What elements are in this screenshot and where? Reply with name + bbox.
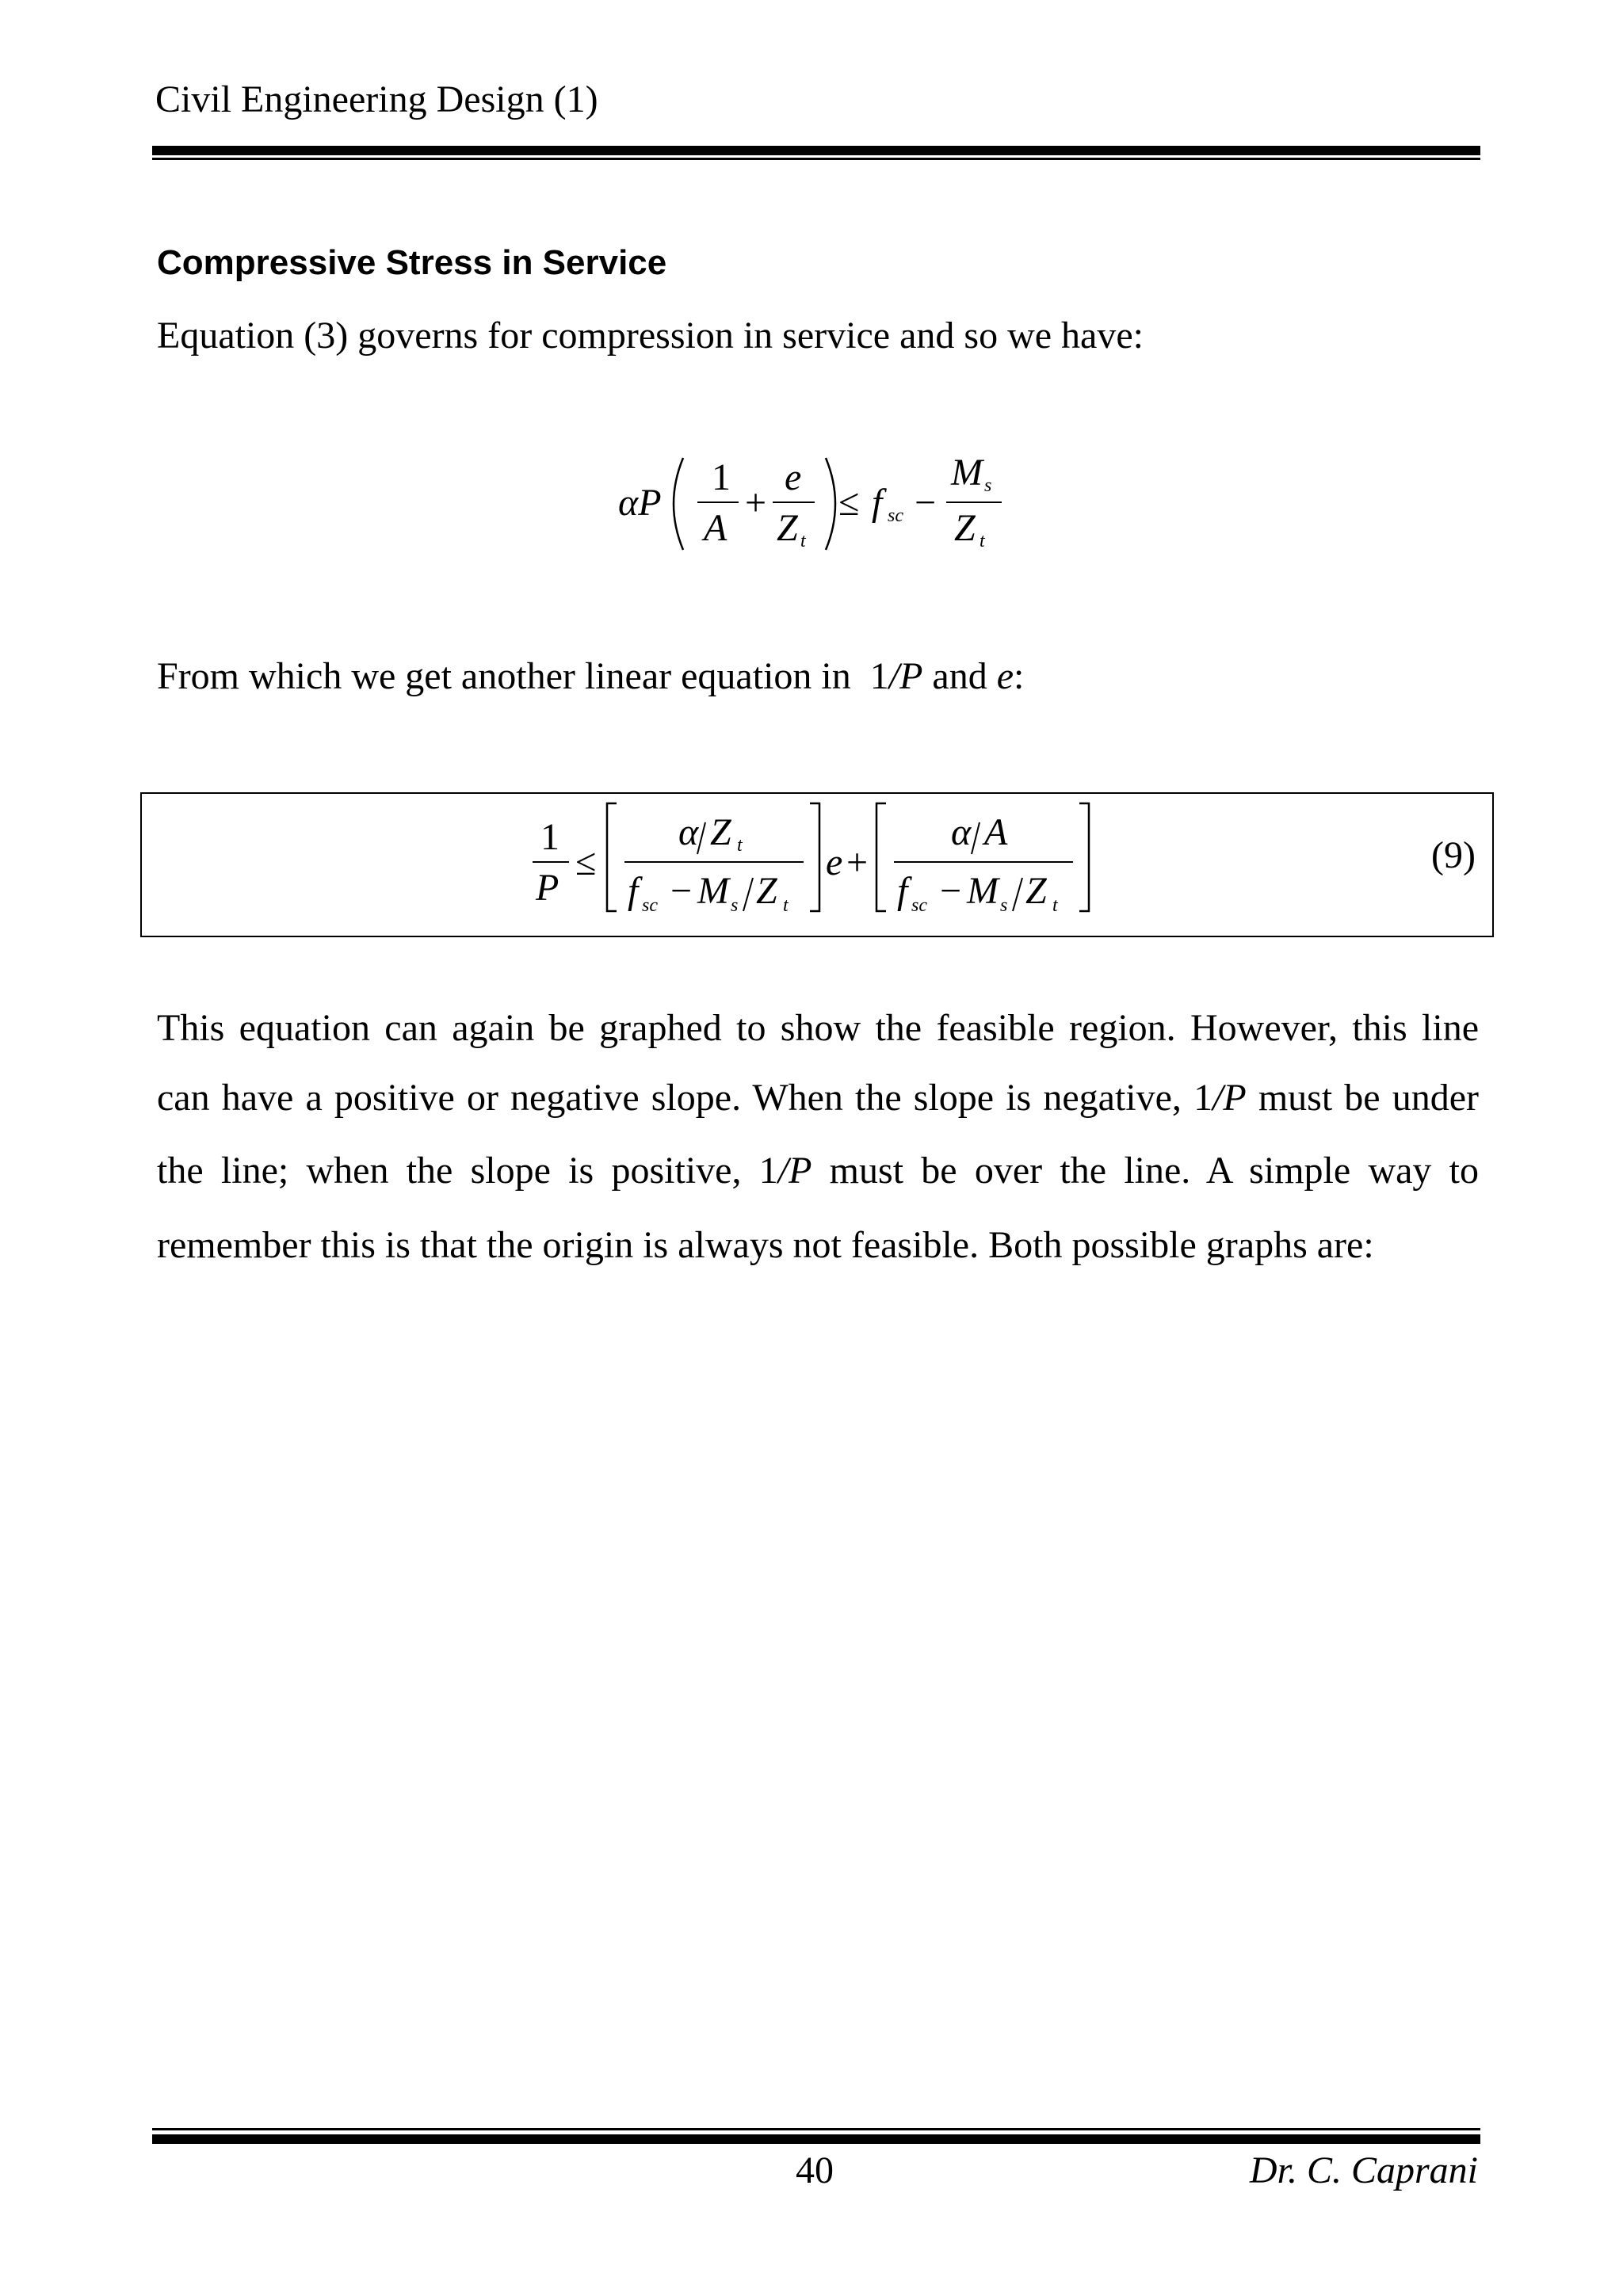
svg-text:f: f	[872, 482, 883, 524]
svg-text:−: −	[915, 482, 937, 524]
svg-text:αP: αP	[618, 482, 662, 524]
one-over-p: 1/P	[758, 1150, 812, 1192]
svg-text:P: P	[536, 867, 559, 909]
section-heading: Compressive Stress in Service	[157, 243, 667, 282]
page-number: 40	[796, 2149, 834, 2191]
svg-text:s: s	[731, 895, 739, 916]
svg-text:α: α	[678, 811, 699, 853]
svg-text:−: −	[670, 870, 693, 912]
header-rule-thin	[152, 158, 1480, 160]
svg-text:A: A	[704, 507, 727, 549]
paragraph-line-1: This equation can again be graphed to show the feasible region. However, this line	[157, 1007, 1479, 1049]
paragraph-line-4: remember this is that the origin is always not feasible. Both possible graphs are:	[157, 1224, 1374, 1266]
paragraph-line-3-tail: must be over the line. A simple way to	[829, 1150, 1480, 1192]
footer-author: Dr. C. Caprani	[1249, 2149, 1478, 2191]
svg-text:−: −	[940, 870, 962, 912]
svg-text:α: α	[951, 811, 972, 853]
svg-text:1: 1	[540, 816, 559, 858]
paragraph-line-3-text: the line; when the slope is positive,	[157, 1150, 742, 1192]
equation-9	[531, 800, 1117, 927]
svg-text:t: t	[980, 531, 985, 551]
one-over-p: 1/P	[1193, 1077, 1247, 1119]
svg-text:s: s	[1000, 895, 1008, 916]
svg-text:Z: Z	[954, 507, 976, 549]
svg-text:sc: sc	[642, 895, 658, 916]
from-which-colon: :	[1014, 655, 1025, 697]
one-over-p: 1/P	[860, 655, 923, 697]
svg-text:Z: Z	[777, 507, 798, 549]
svg-text:sc: sc	[888, 505, 903, 526]
svg-text:e: e	[785, 456, 802, 498]
service-inequality	[618, 441, 1030, 567]
svg-text:s: s	[984, 475, 992, 496]
header-rule	[152, 146, 1480, 155]
svg-text:+: +	[846, 841, 869, 883]
svg-text:Z: Z	[710, 811, 731, 853]
svg-text:f: f	[897, 870, 908, 912]
svg-text:Z: Z	[756, 870, 777, 912]
svg-text:t: t	[737, 835, 743, 856]
svg-text:≤: ≤	[575, 841, 597, 883]
svg-text:≤: ≤	[838, 482, 860, 524]
svg-text:Z: Z	[1025, 870, 1047, 912]
from-which-and: and	[932, 655, 987, 697]
svg-text:t: t	[800, 531, 806, 551]
svg-text:M: M	[951, 452, 983, 494]
paragraph-line-3	[157, 1147, 1479, 1195]
paragraph-line-2-tail: must be under	[1258, 1077, 1480, 1119]
svg-text:f: f	[628, 870, 639, 912]
svg-text:1: 1	[712, 456, 731, 498]
equation-number: (9)	[1431, 834, 1476, 876]
footer-rule	[152, 2134, 1480, 2144]
svg-text:t: t	[1052, 895, 1058, 916]
svg-text:A: A	[984, 811, 1008, 853]
from-which-line	[157, 653, 1024, 700]
svg-text:M: M	[697, 870, 729, 912]
paragraph-line-2-text: can have a positive or negative slope. When the slope is negative,	[157, 1077, 1182, 1119]
svg-text:sc: sc	[911, 895, 927, 916]
footer-rule-thin	[152, 2128, 1480, 2130]
header-title: Civil Engineering Design (1)	[155, 78, 598, 120]
intro-paragraph: Equation (3) governs for compression in service and so we have:	[157, 315, 1144, 357]
paragraph-line-2	[157, 1074, 1479, 1122]
svg-text:t: t	[783, 895, 789, 916]
from-which-var: e	[996, 655, 1014, 697]
svg-text:+: +	[745, 482, 767, 524]
svg-text:M: M	[967, 870, 999, 912]
from-which-text: From which we get another linear equation in	[157, 655, 851, 697]
svg-text:e: e	[826, 841, 843, 883]
